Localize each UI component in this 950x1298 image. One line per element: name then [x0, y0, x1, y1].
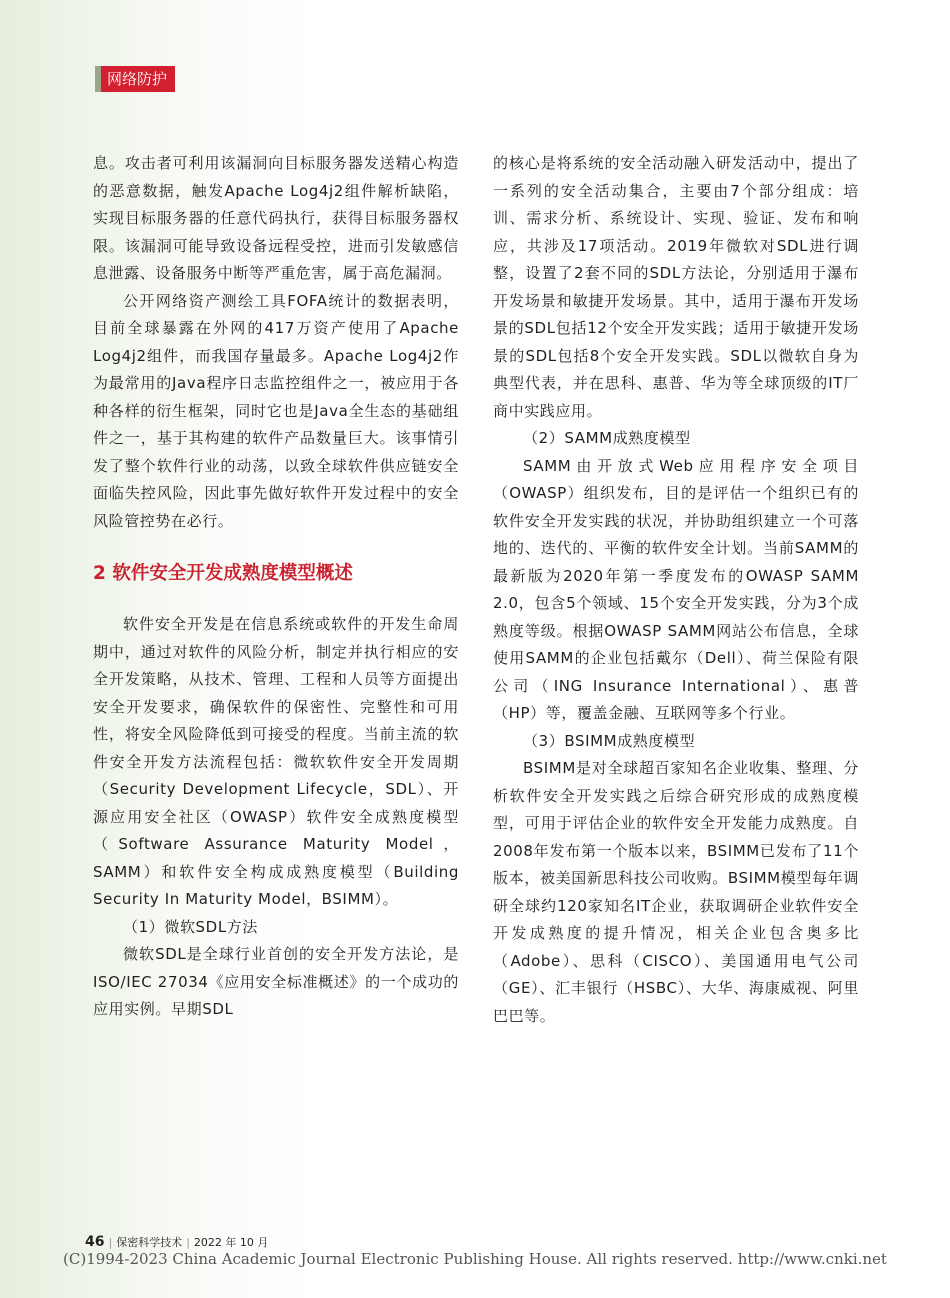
- paragraph: 微软SDL是全球行业首创的安全开发方法论，是ISO/IEC 27034《应用安全标准概述》的一个成功的应用实例。早期SDL: [93, 945, 459, 1018]
- paragraph: 息。攻击者可利用该漏洞向目标服务器发送精心构造的恶意数据，触发Apache Log4j2组件解析缺陷，实现目标服务器的任意代码执行，获得目标服务器权限。该漏洞可能导致设备远程受控，进而引发敏感信息泄露、设备服务中断等严重危害，属于高危漏洞。: [93, 154, 459, 282]
- section-heading: 2 软件安全开发成熟度模型概述: [93, 563, 353, 584]
- left-column: [93, 150, 459, 1024]
- copyright-notice: (C)1994-2023 China Academic Journal Electronic Publishing House. All rights reserved. http://www.cnki.net: [63, 1250, 887, 1268]
- paragraph: 软件安全开发是在信息系统或软件的开发生命周期中，通过对软件的风险分析，制定并执行相应的安全开发策略，从技术、管理、工程和人员等方面提出安全开发要求，确保软件的保密性、完整性和可用性，将安全风险降低到可接受的程度。当前主流的软件安全开发方法流程包括：微软软件安全开发周期（Security Development Lifecycle，SDL）、开源应用安全社区（OWASP）软件安全成熟度模型（Software Assurance Maturity Model，SAMM）和软件安全构成成熟度模型（Building Security In Maturity Model，BSIMM）。: [93, 615, 459, 908]
- paragraph: BSIMM是对全球超百家知名企业收集、整理、分析软件安全开发实践之后综合研究形成的成熟度模型，可用于评估企业的软件安全开发能力成熟度。自2008年发布第一个版本以来，BSIMM已发布了11个版本，被美国新思科技公司收购。BSIMM模型每年调研全球约120家知名IT企业，获取调研企业软件安全开发成熟度的提升情况，相关企业包含奥多比（Adobe）、思科（CISCO）、美国通用电气公司（GE）、汇丰银行（HSBC）、大华、海康威视、阿里巴巴等。: [493, 759, 859, 1025]
- page-footer: [85, 1234, 268, 1250]
- subheading: （1）微软SDL方法: [123, 917, 258, 936]
- issue-date: 2022 年 10 月: [193, 1236, 269, 1249]
- paragraph: SAMM由开放式Web应用程序安全项目（OWASP）组织发布，目的是评估一个组织已有的软件安全开发实践的状况，并协助组织建立一个可落地的、迭代的、平衡的软件安全计划。当前SAMM的最新版为2020年第一季度发布的OWASP SAMM 2.0，包含5个领域、15个安全开发实践，分为3个成熟度等级。根据OWASP SAMM网站公布信息，全球使用SAMM的企业包括戴尔（Dell）、荷兰保险有限公司（ING Insurance International）、惠普（HP）等，覆盖金融、互联网等多个行业。: [493, 456, 859, 722]
- section-tag-label: 网络防护: [101, 66, 175, 92]
- section-tag: [95, 66, 175, 92]
- right-column: [493, 150, 859, 1030]
- journal-name: 保密科学技术: [116, 1236, 183, 1249]
- page-number: 46: [85, 1234, 105, 1250]
- subheading: （3）BSIMM成熟度模型: [523, 731, 696, 750]
- footer-separator: |: [108, 1236, 113, 1249]
- paragraph: 公开网络资产测绘工具FOFA统计的数据表明，目前全球暴露在外网的417万资产使用了Apache Log4j2组件，而我国存量最多。Apache Log4j2作为最常用的Java程序日志监控组件之一，被应用于各种各样的衍生框架，同时它也是Java全生态的基础组件之一，基于其构建的软件产品数量巨大。该事情引发了整个软件行业的动荡，以致全球软件供应链安全面临失控风险，因此事先做好软件开发过程中的安全风险管控势在必行。: [93, 291, 459, 530]
- footer-separator: |: [186, 1236, 190, 1249]
- subheading: （2）SAMM成熟度模型: [523, 429, 691, 447]
- paragraph: 的核心是将系统的安全活动融入研发活动中，提出了一系列的安全活动集合，主要由7个部分组成：培训、需求分析、系统设计、实现、验证、发布和响应，共涉及17项活动。2019年微软对SDL进行调整，设置了2套不同的SDL方法论，分别适用于瀑布开发场景和敏捷开发场景。其中，适用于瀑布开发场景的SDL包括12个安全开发实践；适用于敏捷开发场景的SDL包括8个安全开发实践。SDL以微软自身为典型代表，并在思科、惠普、华为等全球顶级的IT厂商中实践应用。: [493, 154, 859, 420]
